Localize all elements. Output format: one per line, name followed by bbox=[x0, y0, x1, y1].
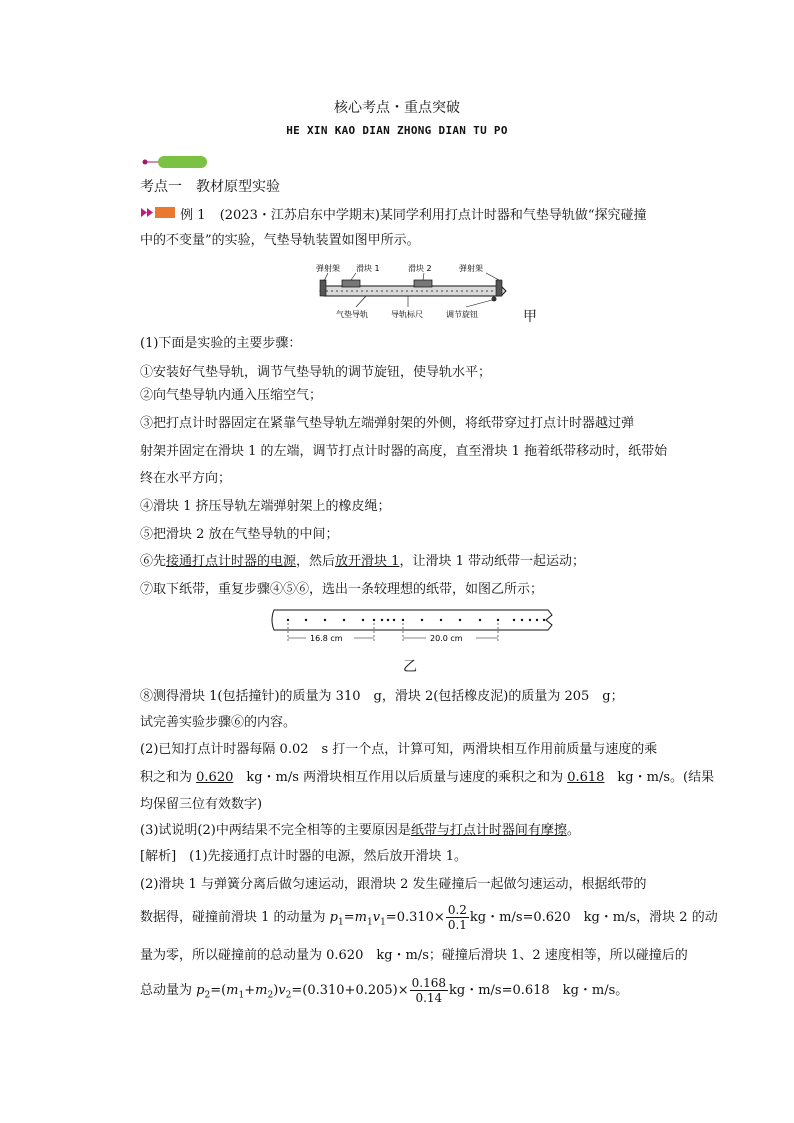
label-launcher-left: 弹射架 bbox=[316, 264, 340, 273]
step-6-mid: ，然后 bbox=[296, 554, 336, 569]
steps-intro: (1)下面是实验的主要步骤： bbox=[140, 336, 302, 351]
section-heading: 考点一 教材原型实验 bbox=[140, 179, 280, 195]
fraction-v2 bbox=[410, 976, 448, 1005]
analysis-line-4: 量为零，所以碰撞前的总动量为 0.620 kg・m/s；碰撞后滑块 1、2 速度相等，所以碰撞后的 bbox=[140, 948, 688, 963]
q3-text: (3)试说明(2)中两结果不完全相等的主要原因是 bbox=[140, 823, 411, 838]
step-4: ④滑块 1 挤压导轨左端弹射架上的橡皮绳； bbox=[140, 499, 391, 514]
analysis-l5-eq: =(0.310+0.205)× bbox=[291, 983, 409, 998]
analysis-l5-result: kg・m/s=0.618 kg・m/s。 bbox=[449, 983, 629, 998]
question-3 bbox=[140, 822, 580, 840]
question-2-line-2 bbox=[140, 769, 714, 787]
step-6-answer-2: 放开滑块 1 bbox=[335, 554, 400, 569]
step-6-prefix: ⑥先 bbox=[140, 554, 167, 569]
page-subtitle: HE XIN KAO DIAN ZHONG DIAN TU PO bbox=[286, 124, 508, 137]
example-intro-text: (2023・江苏启东中学期末)某同学利用打点计时器和气垫导轨做“探究碰撞 bbox=[219, 208, 647, 223]
example-marker-icon bbox=[140, 206, 176, 225]
analysis-l5-text: 总动量为 bbox=[140, 983, 197, 998]
label-slider-2: 滑块 2 bbox=[408, 264, 432, 273]
q3-answer: 纸带与打点计时器间有摩擦 bbox=[410, 823, 567, 838]
label-rail: 气垫导轨 bbox=[336, 310, 368, 319]
analysis-line-5: 总动量为 $p_2=(m_1+m_2)v_2=(0.310+0.205)\times$ $\frac{0.168}{0.14}$ kg・m/s=0.618 kg・m/s。 bbox=[140, 976, 629, 1005]
fraction-v1-num: 0.2 bbox=[447, 903, 467, 917]
label-scale: 导轨标尺 bbox=[391, 310, 423, 319]
analysis-l3-eq: =0.310× bbox=[385, 910, 445, 925]
section-tag-icon bbox=[142, 154, 208, 168]
analysis-line-1: [解析] (1)先接通打点计时器的电源，然后放开滑块 1。 bbox=[140, 849, 467, 864]
step-3-line-2: 射架并固定在滑块 1 的左端，调节打点计时器的高度，直至滑块 1 拖着纸带移动时，纸带始 bbox=[140, 444, 668, 459]
fraction-v2-den: 0.14 bbox=[415, 991, 443, 1005]
q3-end: 。 bbox=[566, 823, 580, 838]
question-2-line-3: 均保留三位有效数字) bbox=[140, 797, 263, 812]
step-3-line-1: ③把打点计时器固定在紧靠气垫导轨左端弹射架的外侧，将纸带穿过打点计时器越过弹 bbox=[140, 416, 635, 431]
q2-text-3: kg・m/s。(结果 bbox=[604, 770, 715, 785]
question-1-ask: 试完善实验步骤⑥的内容。 bbox=[140, 715, 297, 730]
example-intro-line-1 bbox=[140, 206, 647, 225]
air-track-figure bbox=[316, 261, 516, 321]
dim-right-label: 20.0 cm bbox=[430, 634, 463, 643]
figure-a-caption: 甲 bbox=[523, 309, 537, 325]
step-6 bbox=[140, 553, 585, 571]
q2-text-2: kg・m/s 两滑块相互作用以后质量与速度的乘积之和为 bbox=[233, 770, 568, 785]
paper-tape-figure bbox=[270, 607, 554, 647]
figure-b-caption: 乙 bbox=[403, 659, 417, 675]
analysis-line-3: 数据得，碰撞前滑块 1 的动量为 $p_1=m_1v_1=0.310\times$ $\frac{0.2}{0.1}$ kg・m/s=0.620 kg・m/s，滑块 2 的动 bbox=[140, 903, 718, 932]
example-label: 例 1 bbox=[180, 208, 206, 223]
analysis-line-2: (2)滑块 1 与弹簧分离后做匀速运动，跟滑块 2 发生碰撞后一起做匀速运动，根据纸带的 bbox=[140, 877, 647, 892]
q2-answer-after: 0.618 bbox=[567, 770, 605, 785]
q2-answer-before: 0.620 bbox=[196, 770, 234, 785]
page-title: 核心考点・重点突破 bbox=[334, 100, 460, 116]
fraction-v2-num: 0.168 bbox=[411, 976, 446, 990]
step-1: ①安装好气垫导轨，调节气垫导轨的调节旋钮，使导轨水平； bbox=[140, 365, 492, 380]
step-6-suffix: ，让滑块 1 带动纸带一起运动； bbox=[399, 554, 585, 569]
label-launcher-right: 弹射架 bbox=[459, 264, 483, 273]
step-8: ⑧测得滑块 1(包括撞针)的质量为 310 g，滑块 2(包括橡皮泥)的质量为 205 g； bbox=[140, 689, 624, 704]
dim-left-label: 16.8 cm bbox=[310, 634, 343, 643]
example-intro-line-2: 中的不变量”的实验，气垫导轨装置如图甲所示。 bbox=[140, 233, 420, 248]
step-3-line-3: 终在水平方向； bbox=[140, 471, 232, 486]
fraction-v1-den: 0.1 bbox=[447, 918, 467, 932]
question-2-line-1: (2)已知打点计时器每隔 0.02 s 打一个点，计算可知，两滑块相互作用前质量与速度的乘 bbox=[140, 742, 658, 757]
step-7: ⑦取下纸带，重复步骤④⑤⑥，选出一条较理想的纸带，如图乙所示； bbox=[140, 582, 544, 597]
step-5: ⑤把滑块 2 放在气垫导轨的中间； bbox=[140, 527, 339, 542]
fraction-v1 bbox=[446, 903, 469, 932]
analysis-l3-text: 数据得，碰撞前滑块 1 的动量为 bbox=[140, 910, 330, 925]
q2-text-1: 积之和为 bbox=[140, 770, 197, 785]
label-slider-1: 滑块 1 bbox=[356, 264, 380, 273]
step-6-answer-1: 接通打点计时器的电源 bbox=[166, 554, 297, 569]
analysis-l3-result: kg・m/s=0.620 kg・m/s，滑块 2 的动 bbox=[469, 910, 718, 925]
label-knob: 调节旋钮 bbox=[446, 310, 478, 319]
step-2: ②向气垫导轨内通入压缩空气； bbox=[140, 388, 323, 403]
